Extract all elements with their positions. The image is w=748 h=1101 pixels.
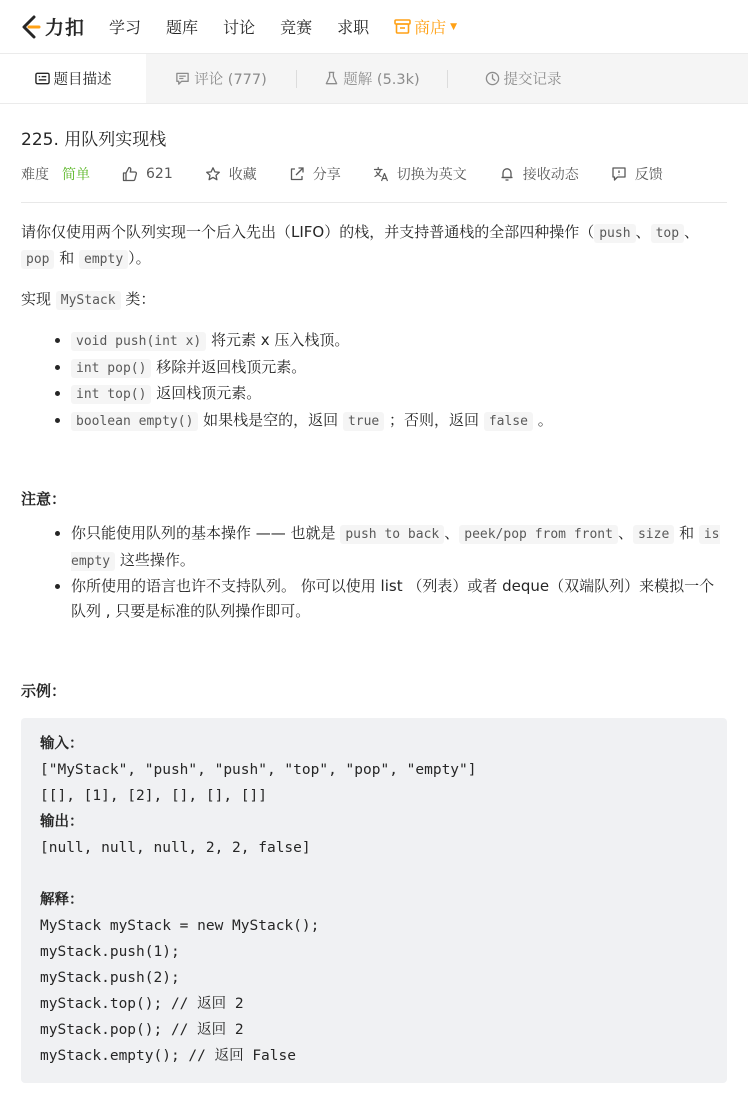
example-explain-line: myStack.pop(); // 返回 2	[40, 1022, 244, 1038]
problem-tabs	[0, 53, 748, 104]
store-icon	[394, 19, 411, 34]
inline-code: push to back	[340, 525, 444, 544]
list-item-text: 你只能使用队列的基本操作 —— 也就是	[71, 524, 341, 542]
method-list	[71, 328, 727, 434]
separator-text: 、	[684, 223, 700, 241]
like-count: 621	[146, 166, 173, 182]
nav-item-discuss[interactable]: 讨论	[223, 18, 256, 37]
tab-description[interactable]	[0, 54, 146, 103]
list-item	[71, 574, 727, 623]
subscribe-label: 接收动态	[522, 167, 579, 183]
nav-item-store[interactable]	[394, 15, 457, 38]
list-item	[71, 328, 727, 355]
inline-code: size	[633, 525, 674, 544]
list-item-text: 这些操作。	[115, 550, 195, 569]
share-label: 分享	[312, 167, 341, 183]
nav-item-problems[interactable]: 题库	[166, 18, 199, 37]
example-heading: 示例：	[21, 682, 67, 700]
list-item-text: 如果栈是空的，返回	[198, 410, 343, 429]
inline-code: MyStack	[56, 291, 121, 310]
share-icon	[289, 166, 305, 182]
separator-text: 、	[617, 524, 633, 542]
bell-icon	[499, 166, 515, 182]
inline-code: boolean empty()	[71, 412, 198, 431]
store-label: 商店	[414, 18, 447, 37]
leetcode-logo-icon	[20, 15, 42, 39]
example-input-line: ["MyStack", "push", "push", "top", "pop", "empty"]	[40, 762, 477, 778]
list-item-text: 返回栈顶元素。	[151, 384, 262, 402]
collect-button[interactable]	[205, 164, 257, 184]
description-text: 请你仅使用两个队列实现一个后入先出（LIFO）的栈，并支持普通栈的全部四种操作（	[21, 223, 595, 241]
feedback-button[interactable]	[611, 164, 663, 184]
like-button[interactable]	[122, 166, 173, 182]
input-label: 输入：	[40, 736, 84, 752]
description-text: ）。	[128, 249, 151, 267]
list-item-text: 。	[532, 410, 553, 429]
inline-code: is empty	[71, 527, 720, 569]
translate-icon	[373, 166, 389, 182]
switch-language-button[interactable]	[373, 164, 467, 184]
top-nav	[0, 0, 748, 53]
chevron-down-icon: ▼	[450, 21, 458, 32]
tab-label: 题目描述	[53, 72, 112, 88]
subscribe-button[interactable]	[499, 164, 579, 184]
problem-meta-bar	[21, 164, 727, 203]
difficulty-label: 难度	[21, 167, 49, 183]
blank-line	[40, 861, 708, 887]
tab-solutions[interactable]	[297, 54, 447, 103]
separator-text: 、	[635, 223, 651, 241]
example-output-line: [null, null, null, 2, 2, false]	[40, 840, 311, 856]
switch-language-label: 切换为英文	[396, 167, 467, 183]
difficulty-badge: 简单	[62, 167, 90, 183]
tab-label: 提交记录	[503, 72, 562, 88]
inline-code: pop	[21, 250, 54, 269]
separator-text: 、	[444, 524, 460, 542]
tab-comments[interactable]	[146, 54, 296, 103]
list-item	[71, 521, 727, 574]
list-item-text: 移除并返回栈顶元素。	[151, 357, 307, 376]
description-icon	[35, 71, 50, 86]
example-explain-line: MyStack myStack = new MyStack();	[40, 918, 320, 934]
tab-label: 评论 (777)	[194, 72, 267, 88]
description-paragraph	[21, 220, 727, 272]
output-label: 输出：	[40, 814, 84, 830]
note-list	[71, 521, 727, 623]
separator-text: 和	[674, 524, 699, 542]
example-explain-line: myStack.push(2);	[40, 970, 180, 986]
list-item	[71, 355, 727, 382]
example-explain-line: myStack.push(1);	[40, 944, 180, 960]
description-paragraph	[21, 287, 727, 313]
problem-content	[0, 125, 748, 1083]
inline-code: peek/pop from front	[459, 525, 618, 544]
collect-label: 收藏	[228, 167, 257, 183]
thumbs-up-icon	[122, 166, 138, 182]
inline-code: false	[484, 412, 533, 431]
example-explain-line: myStack.empty(); // 返回 False	[40, 1048, 296, 1064]
inline-code: void push(int x)	[71, 332, 206, 351]
problem-description	[21, 220, 727, 1083]
list-item	[71, 408, 727, 435]
feedback-icon	[611, 166, 627, 182]
problem-title: 225. 用队列实现栈	[21, 130, 167, 150]
feedback-label: 反馈	[634, 167, 663, 183]
explain-label: 解释：	[40, 892, 84, 908]
list-item-text: ；否则，返回	[384, 410, 484, 429]
logo-text: 力扣	[45, 17, 86, 39]
inline-code: int pop()	[71, 359, 151, 378]
nav-item-contest[interactable]: 竞赛	[280, 18, 313, 37]
flask-icon	[324, 71, 339, 86]
star-icon	[205, 166, 221, 182]
list-item-text: 将元素 x 压入栈顶。	[206, 331, 350, 349]
example-code-block	[21, 718, 727, 1083]
tab-submissions[interactable]	[448, 54, 598, 103]
inline-code: push	[594, 224, 635, 243]
example-explain-line: myStack.top(); // 返回 2	[40, 996, 244, 1012]
nav-item-jobs[interactable]: 求职	[337, 18, 370, 37]
clock-icon	[485, 71, 500, 86]
description-text: 实现	[21, 290, 56, 308]
list-item-text: 你所使用的语言也许不支持队列。 你可以使用 list （列表）或者 deque（双端队列）来模拟一个队列 , 只要是标准的队列操作即可。	[71, 577, 715, 620]
example-input-line: [[], [1], [2], [], [], []]	[40, 788, 267, 804]
list-item	[71, 381, 727, 408]
inline-code: int top()	[71, 385, 151, 404]
inline-code: empty	[79, 250, 128, 269]
nav-item-learn[interactable]: 学习	[109, 18, 142, 37]
share-button[interactable]	[289, 164, 341, 184]
separator-text: 和	[54, 249, 80, 267]
tab-label: 题解 (5.3k)	[343, 72, 420, 88]
inline-code: top	[651, 224, 684, 243]
inline-code: true	[343, 412, 384, 431]
logo[interactable]	[20, 13, 85, 40]
note-heading: 注意：	[21, 490, 67, 508]
description-text: 类：	[120, 290, 156, 308]
comment-icon	[175, 71, 190, 86]
